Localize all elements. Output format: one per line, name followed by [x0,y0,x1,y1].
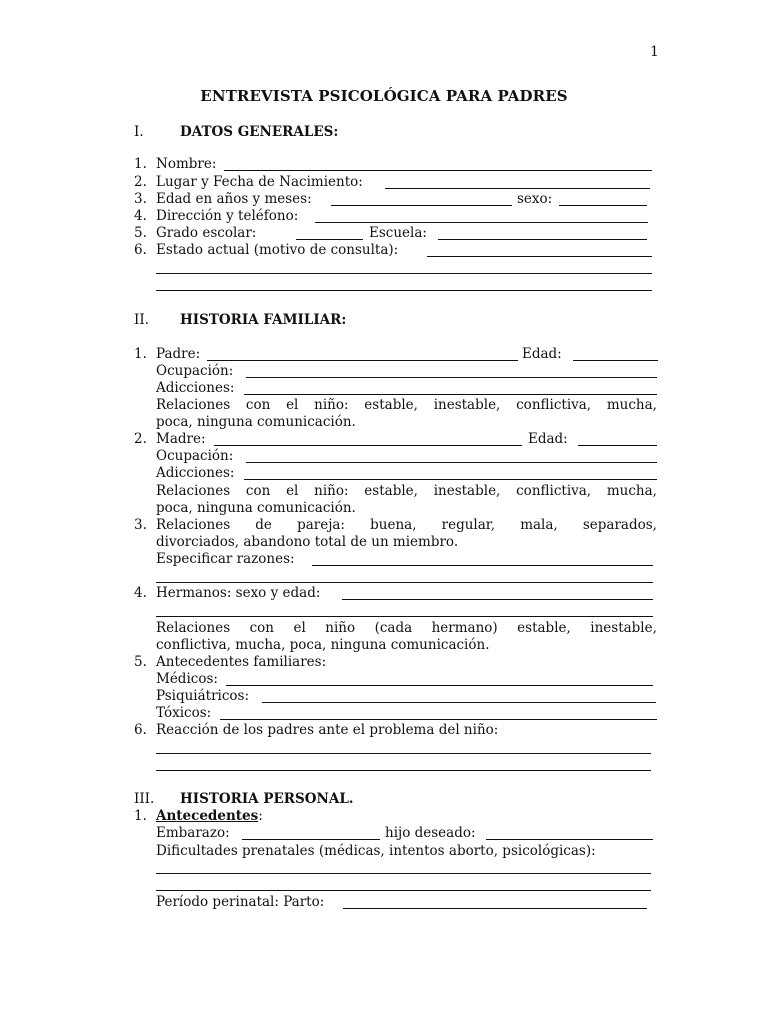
field-label: Madre: [156,431,206,447]
blank-line-estado-3[interactable] [156,290,652,291]
section-title: DATOS GENERALES: [180,124,339,140]
justified-text: Relaciones con el niño: estable, inestable, conflictiva, mucha, [156,397,657,413]
blank-line-reaccion-2[interactable] [156,770,651,771]
field-label: Tóxicos: [156,705,212,721]
blank-line-dificultades[interactable] [156,873,651,874]
item-number: 5. [134,654,147,670]
field-label: Nombre: [156,156,217,172]
blank-line-reaccion[interactable] [156,753,651,754]
blank-line-madre[interactable] [214,445,522,446]
blank-line-especificar-2[interactable] [156,582,653,583]
field-label: Hermanos: sexo y edad: [156,585,321,601]
item-number: 5. [134,225,147,241]
blank-line-parto[interactable] [343,908,647,909]
blank-line-dificultades-2[interactable] [156,890,651,891]
blank-line-hermanos[interactable] [342,599,653,600]
field-label: Reacción de los padres ante el problema del niño: [156,722,499,738]
justified-text: Relaciones de pareja: buena, regular, mala, separados, [156,517,657,533]
blank-line-adicciones-madre[interactable] [244,479,657,480]
item-number: 2. [134,174,147,190]
field-label: Lugar y Fecha de Nacimiento: [156,174,363,190]
blank-line-ocupacion-padre[interactable] [246,377,657,378]
field-label-hijo-deseado: hijo deseado: [385,825,476,841]
blank-line-hermanos-2[interactable] [156,616,653,617]
blank-line-edad-madre[interactable] [578,445,657,446]
field-label-edad: Edad: [528,431,568,447]
field-label: Grado escolar: [156,225,257,241]
blank-line-psiquiatricos[interactable] [262,702,656,703]
field-label: Adicciones: [156,465,235,481]
field-label: Especificar razones: [156,551,295,567]
section-title: HISTORIA PERSONAL. [180,791,354,807]
item-number: 2. [134,431,147,447]
item-number: 3. [134,191,147,207]
field-label: Psiquiátricos: [156,688,250,704]
field-label: Padre: [156,346,201,362]
section-title: HISTORIA FAMILIAR: [180,312,347,328]
blank-line-grado[interactable] [296,239,363,240]
field-label-sexo: sexo: [517,191,553,207]
item-number: 1. [134,808,147,824]
section-roman: III. [134,791,155,807]
field-label: Dificultades prenatales (médicas, intentos aborto, psicológicas): [156,843,596,859]
page-number: 1 [650,44,659,60]
section-roman: I. [134,124,144,140]
item-number: 6. [134,722,147,738]
blank-line-medicos[interactable] [226,685,653,686]
blank-line-toxicos[interactable] [220,719,657,720]
item-number: 6. [134,242,147,258]
field-label: Ocupación: [156,363,234,379]
blank-line-adicciones-padre[interactable] [244,394,657,395]
blank-line-edad-padre[interactable] [573,360,658,361]
blank-line-padre[interactable] [207,360,518,361]
subheading-antecedentes: Antecedentes [156,808,259,824]
field-label: Período perinatal: Parto: [156,894,325,910]
field-label-edad: Edad: [522,346,562,362]
field-label: Edad en años y meses: [156,191,312,207]
item-number: 4. [134,208,147,224]
blank-line-edad[interactable] [331,205,512,206]
blank-line-nombre[interactable] [224,170,652,171]
field-label: Médicos: [156,671,218,687]
blank-line-escuela[interactable] [438,239,647,240]
field-label: Dirección y teléfono: [156,208,299,224]
item-number: 3. [134,517,147,533]
document-page: 1 ENTREVISTA PSICOLÓGICA PARA PADRES I. DATOS GENERALES: 1. Nombre: 2. Lugar y Fecha de Nacimiento: 3. Edad en años y meses: sexo: 4. Dirección y teléfono: 5. Grado escolar: Escuela: 6. Estado actual (motivo de consulta): II. HISTORIA FAMILIAR: 1. Padre: Edad: Ocupación: Adicciones: Relaciones con el niño: estable, inestable, conflictiva, mucha, poca, ninguna comunicación. 2. Madre: Edad: Ocupación: Adicciones: Relaciones con el niño: estable, inestable, conflictiva, mucha, poca, ninguna comunicación. 3. Relaciones de pareja: buena, regular, mala, separados, divorciados, abandono total de un miembro. Especificar razones: 4. Hermanos: sexo y edad: Relaciones con el niño (cada hermano) estable, inestable, conflictiva, mucha, poca, ninguna comunicación. 5. Antecedentes familiares: Médicos: Psiquiátricos: Tóxicos: 6. Reacción de los padres ante el problema del niño: III. HISTORIA PERSONAL. 1. Antecedentes: Embarazo: hijo deseado: Dificultades prenatales (médicas, intentos aborto, psicológicas): Período perinatal: Parto: [0,0,768,1024]
blank-line-estado[interactable] [427,256,652,257]
field-label: Antecedentes familiares: [156,654,327,670]
blank-line-embarazo[interactable] [242,839,380,840]
blank-line-direccion[interactable] [315,222,648,223]
justified-text: Relaciones con el niño: estable, inestable, conflictiva, mucha, [156,483,657,499]
blank-line-hijo-deseado[interactable] [486,839,653,840]
section-roman: II. [134,312,149,328]
item-number: 1. [134,156,147,172]
blank-line-ocupacion-madre[interactable] [246,462,657,463]
document-title: ENTREVISTA PSICOLÓGICA PARA PADRES [200,87,568,105]
field-label-escuela: Escuela: [369,225,427,241]
field-label: Estado actual (motivo de consulta): [156,242,399,258]
field-label: Ocupación: [156,448,234,464]
blank-line-especificar[interactable] [312,565,653,566]
blank-line-lugar-fecha[interactable] [385,188,650,189]
field-label: Embarazo: [156,825,230,841]
justified-text: Relaciones con el niño (cada hermano) estable, inestable, [156,620,657,636]
item-number: 1. [134,346,147,362]
item-number: 4. [134,585,147,601]
blank-line-sexo[interactable] [559,205,647,206]
blank-line-estado-2[interactable] [156,273,652,274]
field-label: Adicciones: [156,380,235,396]
